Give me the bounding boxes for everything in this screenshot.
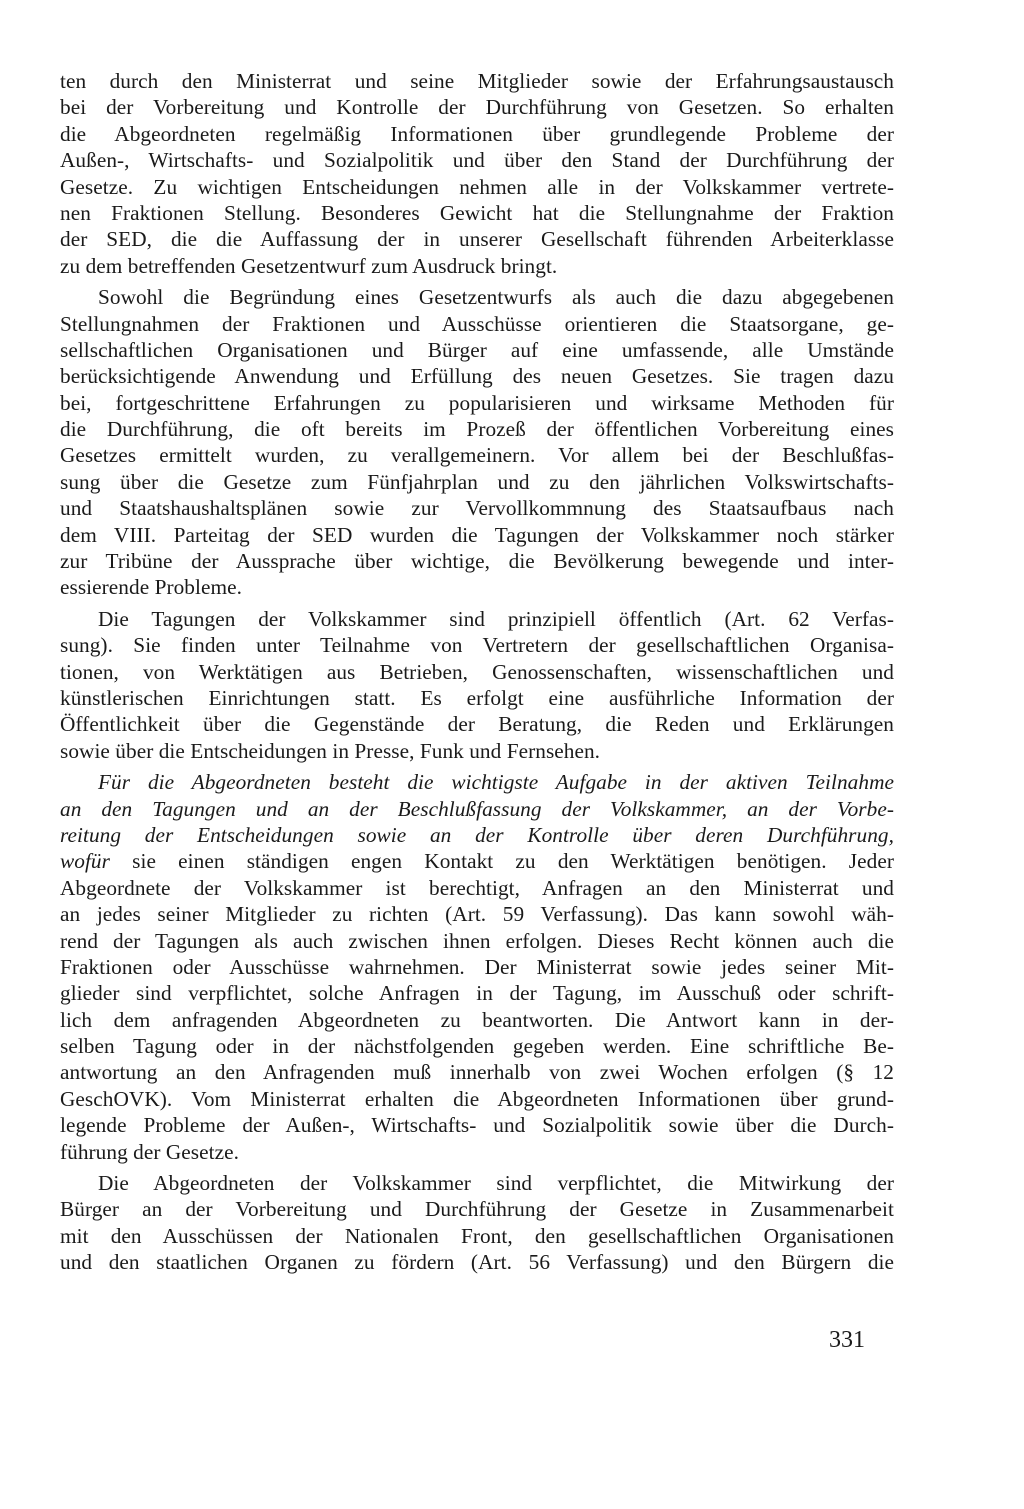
- text-line: berücksichtigende Anwendung und Erfüllung des neuen Gesetzes. Sie tragen dazu: [60, 364, 894, 389]
- paragraph-2: [60, 284, 894, 601]
- text-line: GeschOVK). Vom Ministerrat erhalten die Abgeordneten Informationen über grund-: [60, 1086, 894, 1111]
- document-page: [60, 68, 894, 1281]
- text-line: Gesetze. Zu wichtigen Entscheidungen nehmen alle in der Volkskammer vertrete-: [60, 174, 894, 199]
- text-line: lich dem anfragenden Abgeordneten zu beantworten. Die Antwort kann in der-: [60, 1007, 894, 1032]
- text-line: und den staatlichen Organen zu fördern (Art. 56 Verfassung) und den Bürgern die: [60, 1250, 894, 1275]
- text-line: dem VIII. Parteitag der SED wurden die Tagungen der Volkskammer noch stärker: [60, 522, 894, 547]
- text-line: Abgeordnete der Volkskammer ist berechtigt, Anfragen an den Ministerrat und: [60, 875, 894, 900]
- text-line: Die Abgeordneten der Volkskammer sind verpflichtet, die Mitwirkung der: [98, 1171, 894, 1196]
- emphasized-text-line: Für die Abgeordneten besteht die wichtigste Aufgabe in der aktiven Teilnahme: [98, 770, 894, 795]
- text-line: künstlerischen Einrichtungen statt. Es erfolgt eine ausführliche Information der: [60, 685, 894, 710]
- text-line: Die Tagungen der Volkskammer sind prinzipiell öffentlich (Art. 62 Verfas-: [98, 606, 894, 631]
- text-line: sellschaftlichen Organisationen und Bürger auf eine umfassende, alle Umstände: [60, 337, 894, 362]
- text-line: bei, fortgeschrittene Erfahrungen zu popularisieren und wirksame Methoden für: [60, 390, 894, 415]
- mixed-text-line: [60, 848, 894, 874]
- text-line: legende Probleme der Außen-, Wirtschafts- und Sozialpolitik sowie über die Durch-: [60, 1113, 894, 1138]
- text-line: tionen, von Werktätigen aus Betrieben, Genossenschaften, wissenschaftlichen und: [60, 659, 894, 684]
- text-line: zur Tribüne der Aussprache über wichtige, die Bevölkerung bewegende und inter-: [60, 549, 894, 574]
- text-line: zu dem betreffenden Gesetzentwurf zum Ausdruck bringt.: [60, 253, 558, 278]
- text-line: nen Fraktionen Stellung. Besonderes Gewicht hat die Stellungnahme der Fraktion: [60, 200, 894, 225]
- italic-passage: [60, 769, 894, 875]
- paragraph-5: [60, 1170, 894, 1276]
- text-line: der SED, die die Auffassung der in unserer Gesellschaft führenden Arbeiterklasse: [60, 227, 894, 252]
- page-number: 331: [829, 1327, 865, 1353]
- text-line: rend der Tagungen als auch zwischen ihnen erfolgen. Dieses Recht können auch die: [60, 928, 894, 953]
- text-line: selben Tagung oder in der nächstfolgenden gegeben werden. Eine schriftliche Be-: [60, 1034, 894, 1059]
- text-line: bei der Vorbereitung und Kontrolle der Durchführung von Gesetzen. So erhalten: [60, 95, 894, 120]
- emphasized-text: wofür: [60, 849, 110, 874]
- text-line: an jedes seiner Mitglieder zu richten (Art. 59 Verfassung). Das kann sowohl wäh-: [60, 902, 894, 927]
- emphasized-text-line: an den Tagungen und an der Beschlußfassung der Volkskammer, an der Vorbe-: [60, 796, 894, 821]
- text-line: antwortung an den Anfragenden muß innerhalb von zwei Wochen erfolgen (§ 12: [60, 1060, 894, 1085]
- text-line: Gesetzes ermittelt wurden, zu verallgemeinern. Vor allem bei der Beschlußfas-: [60, 443, 894, 468]
- text-line: Fraktionen oder Ausschüsse wahrnehmen. Der Ministerrat sowie jedes seiner Mit-: [60, 954, 894, 979]
- text-line: Stellungnahmen der Fraktionen und Ausschüsse orientieren die Staatsorgane, ge-: [60, 311, 894, 336]
- text-line: Außen-, Wirtschafts- und Sozialpolitik und über den Stand der Durchführung der: [60, 148, 894, 173]
- paragraph-1: [60, 68, 894, 279]
- text-line: die Durchführung, die oft bereits im Prozeß der öffentlichen Vorbereitung eines: [60, 417, 894, 442]
- text-line: und Staatshaushaltsplänen sowie zur Vervollkommnung des Staatsaufbaus nach: [60, 496, 894, 521]
- paragraph-4: [60, 769, 894, 1165]
- text-line: sung über die Gesetze zum Fünfjahrplan und zu den jährlichen Volkswirtschafts-: [60, 469, 894, 494]
- text-line: Öffentlichkeit über die Gegenstände der Beratung, die Reden und Erklärungen: [60, 712, 894, 737]
- text-line: glieder sind verpflichtet, solche Anfragen in der Tagung, im Ausschuß oder schrift-: [60, 981, 894, 1006]
- text-line: die Abgeordneten regelmäßig Informationen über grundlegende Probleme der: [60, 121, 894, 146]
- text-line: führung der Gesetze.: [60, 1139, 239, 1164]
- text-line: sowie über die Entscheidungen in Presse, Funk und Fernsehen.: [60, 738, 601, 763]
- text-line: sung). Sie finden unter Teilnahme von Vertretern der gesellschaftlichen Organisa-: [60, 633, 894, 658]
- regular-text: sie einen ständigen engen Kontakt zu den Werktätigen benötigen. Jeder: [109, 849, 894, 874]
- paragraph-3: [60, 606, 894, 764]
- text-line: ten durch den Ministerrat und seine Mitglieder sowie der Erfahrungsaustausch: [60, 69, 894, 93]
- text-line: essierende Probleme.: [60, 575, 242, 600]
- text-line: Bürger an der Vorbereitung und Durchführung der Gesetze in Zusammenarbeit: [60, 1197, 894, 1222]
- text-line: Sowohl die Begründung eines Gesetzentwurfs als auch die dazu abgegebenen: [98, 285, 894, 310]
- text-line: mit den Ausschüssen der Nationalen Front, den gesellschaftlichen Organisationen: [60, 1223, 894, 1248]
- emphasized-text-line: reitung der Entscheidungen sowie an der Kontrolle über deren Durchführung,: [60, 822, 894, 847]
